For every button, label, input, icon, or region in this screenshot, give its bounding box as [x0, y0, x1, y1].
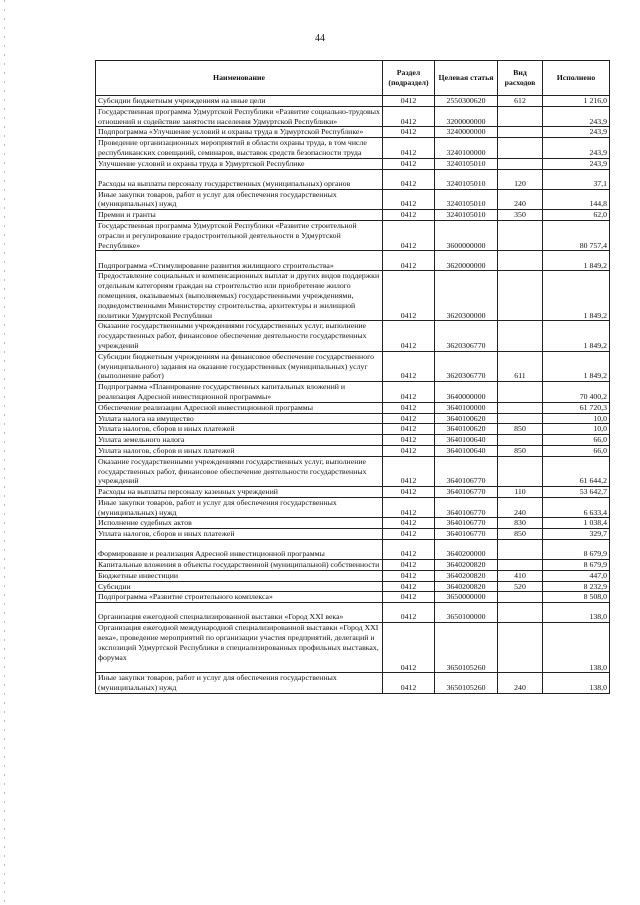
row-exp-type: 110: [498, 487, 543, 498]
row-name: Субсидии бюджетным учреждениям на иные цели: [96, 96, 383, 107]
table-row: [96, 189, 610, 210]
row-target: 3640200820: [435, 560, 498, 571]
row-executed: 138,0: [543, 623, 610, 673]
row-target: 3640100640: [435, 435, 498, 446]
row-executed: 329,7: [543, 529, 610, 540]
row-executed: 1 849,2: [543, 251, 610, 271]
table-row: [96, 402, 610, 413]
row-section: 0412: [383, 382, 435, 403]
row-exp-type: [498, 540, 543, 560]
row-name: Подпрограмма «Улучшение условий и охраны труда в Удмуртской Республике»: [96, 127, 383, 138]
row-target: 3640100620: [435, 413, 498, 424]
table-row: [96, 106, 610, 127]
row-target: 3240105010: [435, 158, 498, 169]
table-row: [96, 456, 610, 486]
table-row: [96, 518, 610, 529]
row-section: 0412: [383, 351, 435, 381]
row-section: 0412: [383, 497, 435, 518]
row-target: 3620306770: [435, 351, 498, 381]
row-target: 3240105010: [435, 210, 498, 221]
table-row: [96, 592, 610, 603]
table-row: [96, 560, 610, 571]
row-target: 3640100620: [435, 424, 498, 435]
row-executed: 66,0: [543, 435, 610, 446]
row-name: Уплата налогов, сборов и иных платежей: [96, 424, 383, 435]
row-target: 3240105010: [435, 169, 498, 189]
row-executed: 1 849,2: [543, 351, 610, 381]
row-executed: 243,9: [543, 138, 610, 159]
row-section: 0412: [383, 158, 435, 169]
row-section: 0412: [383, 96, 435, 107]
table-body: [96, 96, 610, 694]
row-name: Обеспечение реализации Адресной инвестиционной программы: [96, 402, 383, 413]
budget-table: [95, 60, 610, 694]
row-target: 3240000000: [435, 127, 498, 138]
row-executed: 138,0: [543, 603, 610, 623]
table-row: [96, 413, 610, 424]
row-target: 3640106770: [435, 456, 498, 486]
row-name: Уплата налогов, сборов и иных платежей: [96, 529, 383, 540]
row-exp-type: [498, 127, 543, 138]
row-executed: 37,1: [543, 169, 610, 189]
header-section: Раздел (подраздел): [383, 61, 435, 96]
row-exp-type: 240: [498, 497, 543, 518]
row-section: 0412: [383, 138, 435, 159]
table-row: [96, 540, 610, 560]
row-name: Оказание государственными учреждениями государственных услуг, выполнение государственных работ, финансовое обеспечение деятельности государственных учреждений: [96, 321, 383, 351]
row-exp-type: 850: [498, 529, 543, 540]
row-section: 0412: [383, 210, 435, 221]
row-name: Организация ежегодной специализированной выставки «Город XXI века»: [96, 603, 383, 623]
row-exp-type: 350: [498, 210, 543, 221]
row-exp-type: 612: [498, 96, 543, 107]
row-section: 0412: [383, 413, 435, 424]
row-name: Иные закупки товаров, работ и услуг для обеспечения государственных (муниципальных) нужд: [96, 189, 383, 210]
row-section: 0412: [383, 435, 435, 446]
row-executed: 8 679,9: [543, 560, 610, 571]
row-name: Организация ежегодной международной специализированной выставки «Город XXI века», проведение мероприятий по организации участия предприятий, делегаций и экспозиций Удмуртской Республики в специализированных профильных выставках, форумах: [96, 623, 383, 673]
row-executed: 138,0: [543, 673, 610, 694]
table-row: [96, 603, 610, 623]
table-row: [96, 96, 610, 107]
table-row: [96, 169, 610, 189]
row-target: 3640106770: [435, 518, 498, 529]
row-executed: 8 232,9: [543, 581, 610, 592]
table-row: [96, 487, 610, 498]
scan-edge-marks: [4, 0, 5, 905]
row-target: 3650105260: [435, 623, 498, 673]
row-section: 0412: [383, 127, 435, 138]
row-executed: 62,0: [543, 210, 610, 221]
table-row: [96, 497, 610, 518]
row-exp-type: 240: [498, 673, 543, 694]
row-executed: 70 400,2: [543, 382, 610, 403]
row-name: Уплата налогов, сборов и иных платежей: [96, 445, 383, 456]
row-target: 3600000000: [435, 220, 498, 250]
row-executed: 1 849,2: [543, 321, 610, 351]
table-row: [96, 529, 610, 540]
row-exp-type: [498, 413, 543, 424]
row-target: 3240100000: [435, 138, 498, 159]
row-name: Премии и гранты: [96, 210, 383, 221]
row-exp-type: 850: [498, 424, 543, 435]
row-name: Оказание государственными учреждениями государственных услуг, выполнение государственных работ, финансовое обеспечение деятельности государственных учреждений: [96, 456, 383, 486]
header-executed: Исполнено: [543, 61, 610, 96]
row-section: 0412: [383, 592, 435, 603]
row-executed: 447,0: [543, 570, 610, 581]
row-name: Уплата налога на имущество: [96, 413, 383, 424]
row-executed: 8 679,9: [543, 540, 610, 560]
row-name: Формирование и реализация Адресной инвестиционной программы: [96, 540, 383, 560]
table-row: [96, 435, 610, 446]
row-exp-type: [498, 603, 543, 623]
row-exp-type: [498, 560, 543, 571]
row-executed: 10,0: [543, 413, 610, 424]
table-row: [96, 220, 610, 250]
table-row: [96, 321, 610, 351]
table-row: [96, 210, 610, 221]
row-executed: 8 508,0: [543, 592, 610, 603]
row-name: Государственная программа Удмуртской Республики «Развитие строительной отрасли и регулирование градостроительной деятельности в Удмуртской Республике»: [96, 220, 383, 250]
row-section: 0412: [383, 540, 435, 560]
row-section: 0412: [383, 456, 435, 486]
row-section: 0412: [383, 271, 435, 321]
row-section: 0412: [383, 169, 435, 189]
row-name: Капитальные вложения в объекты государственной (муниципальной) собственности: [96, 560, 383, 571]
row-exp-type: 611: [498, 351, 543, 381]
row-section: 0412: [383, 189, 435, 210]
row-target: 3620306770: [435, 321, 498, 351]
table-row: [96, 271, 610, 321]
row-section: 0412: [383, 424, 435, 435]
row-exp-type: [498, 251, 543, 271]
row-target: 3640106770: [435, 497, 498, 518]
row-executed: 66,0: [543, 445, 610, 456]
row-executed: 1 849,2: [543, 271, 610, 321]
row-exp-type: [498, 220, 543, 250]
row-exp-type: [498, 106, 543, 127]
row-section: 0412: [383, 518, 435, 529]
row-target: 3640100640: [435, 445, 498, 456]
row-target: 3640200000: [435, 540, 498, 560]
row-name: Субсидии бюджетным учреждениям на финансовое обеспечение государственного (муниципального) задания на оказание государственных (муниципальных) услуг (выполнение работ): [96, 351, 383, 381]
row-section: 0412: [383, 402, 435, 413]
row-exp-type: 240: [498, 189, 543, 210]
row-section: 0412: [383, 560, 435, 571]
row-target: 3650000000: [435, 592, 498, 603]
row-exp-type: [498, 138, 543, 159]
table-row: [96, 673, 610, 694]
row-exp-type: 830: [498, 518, 543, 529]
table-row: [96, 158, 610, 169]
table-row: [96, 623, 610, 673]
row-executed: 243,9: [543, 106, 610, 127]
row-name: Проведение организационных мероприятий в области охраны труда, в том числе республиканских совещаний, семинаров, выставок средств безопасности труда: [96, 138, 383, 159]
row-target: 3620000000: [435, 251, 498, 271]
row-target: 3640000000: [435, 382, 498, 403]
row-exp-type: [498, 271, 543, 321]
row-name: Подпрограмма «Развитие строительного комплекса»: [96, 592, 383, 603]
row-name: Подпрограмма «Стимулирование развития жилищного строительства»: [96, 251, 383, 271]
table-row: [96, 570, 610, 581]
row-exp-type: [498, 402, 543, 413]
row-executed: 243,9: [543, 158, 610, 169]
row-name: Улучшение условий и охраны труда в Удмуртской Республике: [96, 158, 383, 169]
row-executed: 10,0: [543, 424, 610, 435]
row-section: 0412: [383, 321, 435, 351]
row-section: 0412: [383, 251, 435, 271]
row-target: 3640106770: [435, 487, 498, 498]
table-row: [96, 351, 610, 381]
row-section: 0412: [383, 529, 435, 540]
row-target: 3240105010: [435, 189, 498, 210]
row-target: 3640200820: [435, 570, 498, 581]
row-exp-type: [498, 321, 543, 351]
row-section: 0412: [383, 220, 435, 250]
row-target: 3650100000: [435, 603, 498, 623]
row-section: 0412: [383, 603, 435, 623]
row-section: 0412: [383, 673, 435, 694]
row-section: 0412: [383, 623, 435, 673]
row-exp-type: [498, 382, 543, 403]
row-target: 3640106770: [435, 529, 498, 540]
header-name: Наименование: [96, 61, 383, 96]
row-section: 0412: [383, 487, 435, 498]
row-exp-type: [498, 623, 543, 673]
row-target: 3650105260: [435, 673, 498, 694]
row-exp-type: [498, 456, 543, 486]
table-row: [96, 138, 610, 159]
row-executed: 53 642,7: [543, 487, 610, 498]
row-name: Подпрограмма «Планирование государственных капитальных вложений и реализация Адресной инвестиционной программы»: [96, 382, 383, 403]
row-name: Иные закупки товаров, работ и услуг для обеспечения государственных (муниципальных) нужд: [96, 497, 383, 518]
table-row: [96, 251, 610, 271]
row-target: 3200000000: [435, 106, 498, 127]
row-executed: 80 757,4: [543, 220, 610, 250]
row-executed: 144,8: [543, 189, 610, 210]
row-exp-type: [498, 592, 543, 603]
row-executed: 61 644,2: [543, 456, 610, 486]
table-header-row: [96, 61, 610, 96]
row-target: 3620300000: [435, 271, 498, 321]
row-executed: 6 633,4: [543, 497, 610, 518]
row-exp-type: [498, 158, 543, 169]
row-exp-type: 520: [498, 581, 543, 592]
row-exp-type: 850: [498, 445, 543, 456]
header-exp-type: Вид расходов: [498, 61, 543, 96]
row-executed: 1 216,0: [543, 96, 610, 107]
row-name: Уплата земельного налога: [96, 435, 383, 446]
row-section: 0412: [383, 106, 435, 127]
row-target: 3640200820: [435, 581, 498, 592]
row-name: Исполнение судебных актов: [96, 518, 383, 529]
row-section: 0412: [383, 445, 435, 456]
row-target: 3640100000: [435, 402, 498, 413]
row-exp-type: 120: [498, 169, 543, 189]
row-target: 2550300620: [435, 96, 498, 107]
row-executed: 1 038,4: [543, 518, 610, 529]
row-name: Государственная программа Удмуртской Республики «Развитие социально-трудовых отношений и содействие занятости населения Удмуртской Республики»: [96, 106, 383, 127]
row-section: 0412: [383, 570, 435, 581]
row-section: 0412: [383, 581, 435, 592]
page-number: 44: [315, 33, 325, 44]
row-executed: 243,9: [543, 127, 610, 138]
row-exp-type: [498, 435, 543, 446]
row-exp-type: 410: [498, 570, 543, 581]
row-name: Расходы на выплаты персоналу казенных учреждений: [96, 487, 383, 498]
table-row: [96, 382, 610, 403]
row-executed: 61 720,3: [543, 402, 610, 413]
row-name: Расходы на выплаты персоналу государственных (муниципальных) органов: [96, 169, 383, 189]
table-row: [96, 424, 610, 435]
table-row: [96, 127, 610, 138]
header-target: Целевая статья: [435, 61, 498, 96]
row-name: Иные закупки товаров, работ и услуг для обеспечения государственных (муниципальных) нужд: [96, 673, 383, 694]
table-row: [96, 581, 610, 592]
row-name: Бюджетные инвестиции: [96, 570, 383, 581]
table-row: [96, 445, 610, 456]
row-name: Субсидии: [96, 581, 383, 592]
row-name: Предоставление социальных и компенсационных выплат и других видов поддержки отдельным категориям граждан на строительство или приобретение жилого помещения, оказываемых (выполняемых) государственными учреждениями, подведомственными Министерству строительства, архитектуры и жилищной политики Удмуртской Республики: [96, 271, 383, 321]
